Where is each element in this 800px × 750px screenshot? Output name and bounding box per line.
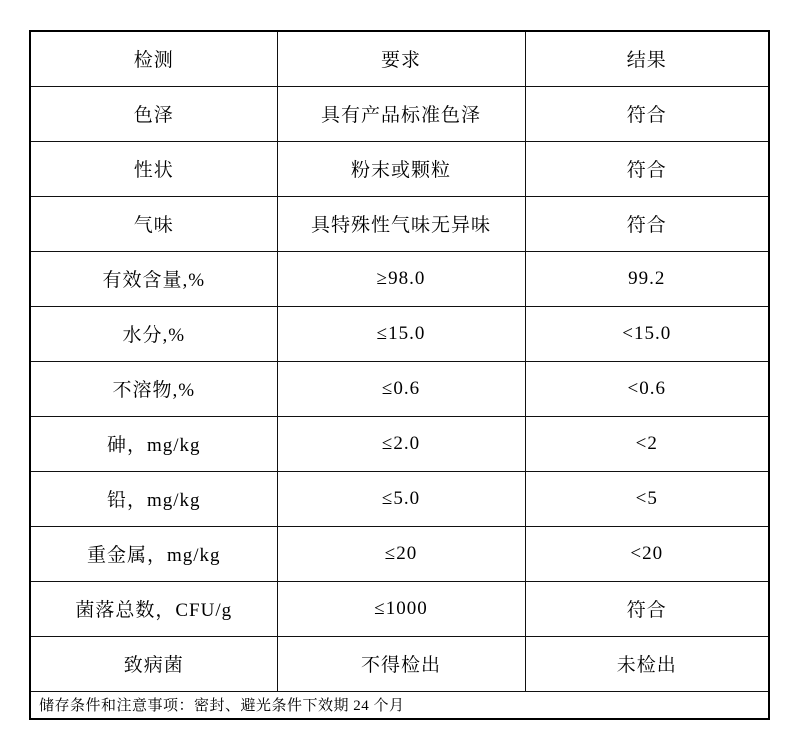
cell-item: 气味	[30, 196, 277, 251]
cell-requirement: ≤1000	[277, 581, 525, 636]
table-row	[30, 526, 769, 581]
table-row	[30, 581, 769, 636]
cell-result: 符合	[525, 141, 769, 196]
cell-result: <5	[525, 471, 769, 526]
cell-requirement: ≥98.0	[277, 251, 525, 306]
cell-item: 砷，mg/kg	[30, 416, 277, 471]
cell-requirement: ≤5.0	[277, 471, 525, 526]
cell-item: 色泽	[30, 86, 277, 141]
table-row	[30, 86, 769, 141]
table-row	[30, 306, 769, 361]
header-row	[30, 31, 769, 86]
cell-requirement: ≤20	[277, 526, 525, 581]
cell-result: <20	[525, 526, 769, 581]
cell-requirement: 不得检出	[277, 636, 525, 691]
cell-item: 铅，mg/kg	[30, 471, 277, 526]
table-footer	[30, 691, 769, 719]
cell-requirement: 具特殊性气味无异味	[277, 196, 525, 251]
column-header-result: 结果	[525, 31, 769, 86]
cell-item: 水分,%	[30, 306, 277, 361]
cell-requirement: 具有产品标准色泽	[277, 86, 525, 141]
table-body	[30, 86, 769, 691]
cell-result: <0.6	[525, 361, 769, 416]
storage-note: 储存条件和注意事项：密封、避光条件下效期 24 个月	[30, 691, 769, 719]
cell-item: 菌落总数，CFU/g	[30, 581, 277, 636]
column-header-requirement: 要求	[277, 31, 525, 86]
table-row	[30, 251, 769, 306]
cell-item: 有效含量,%	[30, 251, 277, 306]
cell-result: 99.2	[525, 251, 769, 306]
cell-item: 性状	[30, 141, 277, 196]
cell-item: 重金属，mg/kg	[30, 526, 277, 581]
cell-result: 未检出	[525, 636, 769, 691]
table-row	[30, 416, 769, 471]
cell-result: 符合	[525, 581, 769, 636]
table-header	[30, 31, 769, 86]
table-row	[30, 196, 769, 251]
cell-requirement: ≤0.6	[277, 361, 525, 416]
cell-item: 不溶物,%	[30, 361, 277, 416]
inspection-table	[29, 30, 770, 720]
cell-requirement: 粉末或颗粒	[277, 141, 525, 196]
table-row	[30, 471, 769, 526]
table-row	[30, 636, 769, 691]
column-header-item: 检测	[30, 31, 277, 86]
cell-result: 符合	[525, 86, 769, 141]
table-row	[30, 361, 769, 416]
cell-result: <2	[525, 416, 769, 471]
table-row	[30, 141, 769, 196]
cell-result: <15.0	[525, 306, 769, 361]
cell-result: 符合	[525, 196, 769, 251]
cell-requirement: ≤15.0	[277, 306, 525, 361]
storage-note-row	[30, 691, 769, 719]
cell-requirement: ≤2.0	[277, 416, 525, 471]
cell-item: 致病菌	[30, 636, 277, 691]
